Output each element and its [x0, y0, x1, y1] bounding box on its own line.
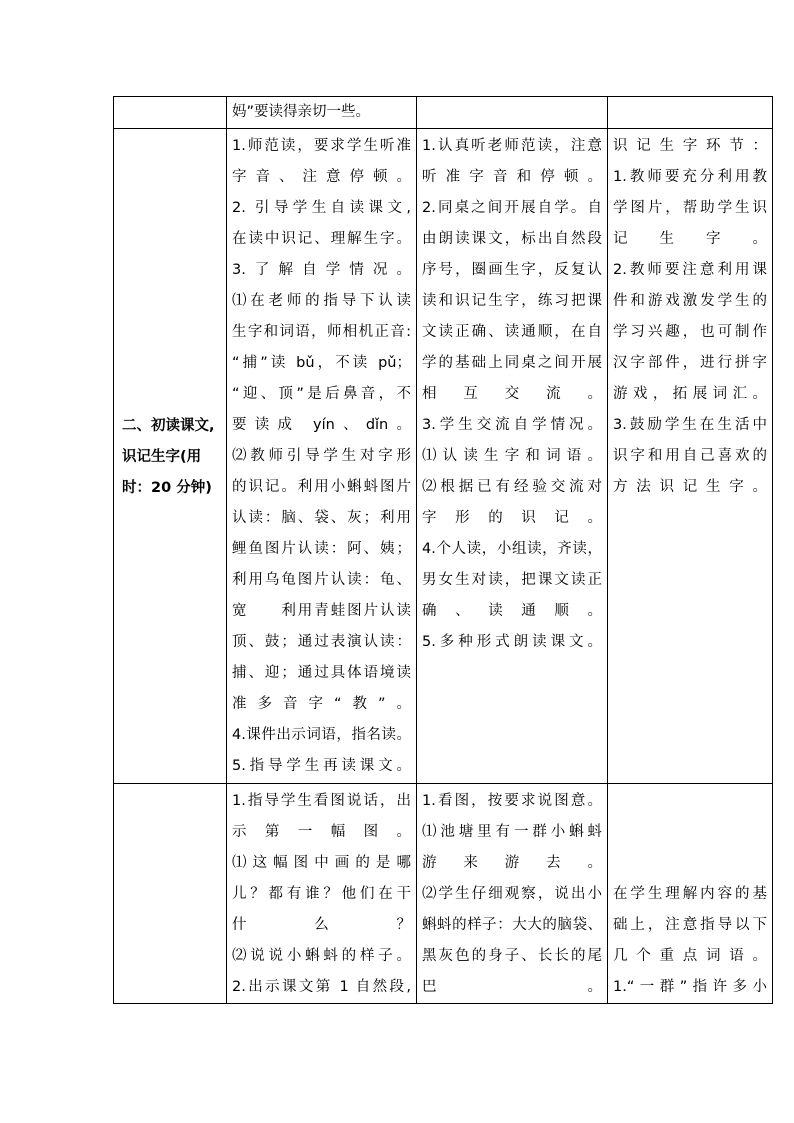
- cell-text-line: 件和游戏激发学生的: [613, 293, 767, 309]
- cell-text-line: 4.课件出示词语，指名读。: [232, 727, 411, 743]
- cell-text-line: ⑵根据已有经验交流对: [422, 479, 602, 495]
- row1-student-cell: [417, 97, 608, 129]
- cell-text-line: 3.鼓励学生在生活中: [613, 417, 767, 433]
- cell-text-line: 3.学生交流自学情况。: [422, 417, 602, 433]
- cell-text-line: ⑴认读生字和词语。: [422, 448, 602, 464]
- cell-text-line: 文读正确、读通顺，在自: [422, 324, 602, 340]
- cell-text-line: 顶、鼓；通过表演认读：: [232, 634, 411, 650]
- row3-notes-cell: [608, 784, 773, 1004]
- cell-text-line: 1.看图，按要求说图意。: [422, 793, 602, 809]
- cell-text-line: 几个重点词语。: [613, 948, 767, 964]
- cell-text-line: 巴。: [422, 979, 602, 995]
- cell-text-line: 时：20 分钟): [122, 479, 212, 496]
- cell-text-line: 在学生理解内容的基: [613, 886, 767, 902]
- cell-text-line: [613, 786, 767, 817]
- cell-text-line: 5.指导学生再读课文。: [232, 758, 411, 774]
- cell-text-line: 相互交流。: [422, 386, 602, 402]
- cell-text-line: 男女生对读，把课文读正: [422, 572, 602, 588]
- cell-text-line: 4.个人读，小组读，齐读，: [422, 541, 602, 557]
- cell-text-line: 宽 利用青蛙图片认读: [232, 603, 411, 619]
- cell-text-line: 汉字部件，进行拼字: [613, 355, 767, 371]
- cell-text-line: 鲤鱼图片认读：阿、姨；: [232, 541, 411, 557]
- row3-teacher-cell: [227, 784, 417, 1004]
- cell-text-line: 序号，圈画生字，反复认: [422, 262, 602, 278]
- table-row: [114, 129, 773, 784]
- row1-stage-cell: [114, 97, 227, 129]
- cell-text-line: 2.同桌之间开展自学。自: [422, 200, 602, 216]
- row1-notes-cell: [608, 97, 773, 129]
- cell-text-line: 1.“一群”指许多小: [613, 979, 767, 995]
- cell-text-line: 字音、注意停顿。: [232, 169, 411, 185]
- cell-text-line: 识记生字环节：: [613, 138, 767, 154]
- table-row: [114, 97, 773, 129]
- cell-text-line: 学的基础上同桌之间开展: [422, 355, 602, 371]
- cell-text-line: 1.认真听老师范读，注意: [422, 138, 602, 154]
- cell-text-line: 由朗读课文，标出自然段: [422, 231, 602, 247]
- cell-text-line: 什么？: [232, 917, 411, 933]
- cell-text-line: 3.了解自学情况。: [232, 262, 411, 278]
- row3-student-cell: [417, 784, 608, 1004]
- cell-text-line: 捕、迎；通过具体语境读: [232, 665, 411, 681]
- cell-text-line: 听准字音和停顿。: [422, 169, 602, 185]
- cell-text-line: [613, 817, 767, 848]
- cell-text-line: 确、读通顺。: [422, 603, 602, 619]
- row2-notes-cell: [608, 129, 773, 784]
- cell-text-line: ⑵说说小蝌蚪的样子。: [232, 948, 411, 964]
- row1-teacher-cell: [227, 97, 417, 129]
- row2-teacher-cell: [227, 129, 417, 784]
- cell-text-line: 游戏，拓展词汇。: [613, 386, 767, 402]
- cell-text-line: 妈”要读得亲切一些。: [232, 104, 371, 120]
- cell-text-line: 读和识记生字，练习把课: [422, 293, 602, 309]
- cell-text-line: 学图片，帮助学生识: [613, 200, 767, 216]
- cell-text-line: 础上，注意指导以下: [613, 917, 767, 933]
- cell-text-line: 在读中识记、理解生字。: [232, 231, 411, 247]
- cell-text-line: 认读：脑、袋、灰；利用: [232, 510, 411, 526]
- cell-text-line: 方法识记生字。: [613, 479, 767, 495]
- cell-text-line: 识记生字(用: [122, 448, 202, 465]
- row2-stage-cell: [114, 129, 227, 784]
- cell-text-line: 要读成 yín、dǐn。: [232, 417, 411, 433]
- cell-text-line: 游来游去。: [422, 855, 602, 871]
- cell-text-line: 2. 引导学生自读课文,: [232, 200, 411, 216]
- cell-text-line: ⑴在老师的指导下认读: [232, 293, 411, 309]
- cell-text-line: 记生字。: [613, 231, 767, 247]
- cell-text-line: 2.教师要注意利用课: [613, 262, 767, 278]
- cell-text-line: 的识记。利用小蝌蚪图片: [232, 479, 411, 495]
- cell-text-line: 识字和用自己喜欢的: [613, 448, 767, 464]
- cell-text-line: 生字和词语，师相机正音:: [232, 324, 411, 340]
- cell-text-line: “捕”读 bǔ，不读 pǔ；: [232, 355, 411, 371]
- cell-text-line: 1.教师要充分利用教: [613, 169, 767, 185]
- cell-text-line: ⑵教师引导学生对字形: [232, 448, 411, 464]
- cell-text-line: 儿？都有谁？他们在干: [232, 886, 411, 902]
- cell-text-line: 1.师范读，要求学生听准: [232, 138, 411, 154]
- cell-text-line: 示第一幅图。: [232, 824, 411, 840]
- cell-text-line: “迎、顶”是后鼻音，不: [232, 386, 411, 402]
- cell-text-line: ⑴这幅图中画的是哪: [232, 855, 411, 871]
- cell-text-line: 二、初读课文,: [122, 417, 215, 434]
- cell-text-line: 1.指导学生看图说话，出: [232, 793, 411, 809]
- cell-text-line: 字形的识记。: [422, 510, 602, 526]
- cell-text-line: ⑵学生仔细观察，说出小: [422, 886, 602, 902]
- cell-text-line: ⑴池塘里有一群小蝌蚪: [422, 824, 602, 840]
- cell-text-line: 利用乌龟图片认读：龟、: [232, 572, 411, 588]
- cell-text-line: 准多音字“教”。: [232, 696, 411, 712]
- cell-text-line: 5.多种形式朗读课文。: [422, 634, 602, 650]
- row2-student-cell: [417, 129, 608, 784]
- cell-text-line: 黑灰色的身子、长长的尾: [422, 948, 602, 964]
- cell-text-line: [613, 848, 767, 879]
- table-row: [114, 784, 773, 1004]
- row3-stage-cell: [114, 784, 227, 1004]
- cell-text-line: 学习兴趣，也可制作: [613, 324, 767, 340]
- cell-text-line: 蝌蚪的样子：大大的脑袋、: [422, 917, 602, 933]
- lesson-plan-table: [113, 96, 773, 1004]
- cell-text-line: 2.出示课文第 1 自然段,: [232, 979, 411, 995]
